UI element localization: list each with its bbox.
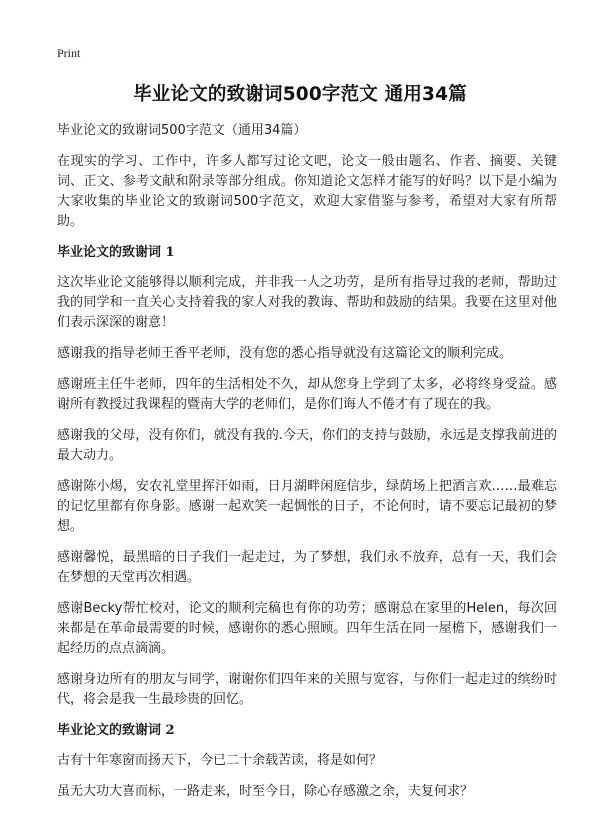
section-paragraph: 感谢陈小焬，安农礼堂里挥汗如雨，日月湖畔闲庭信步，绿荫场上把酒言欢……最难忘的记忆里都有你身影。感谢一起欢笑一起惆怅的日子，不论何时，请不要忘记最初的梦想。 [57,479,557,534]
section-heading: 毕业论文的致谢词 2 [57,723,175,738]
page-title: 毕业论文的致谢词500字范文 通用34篇 [133,84,467,105]
section-heading: 毕业论文的致谢词 1 [57,245,175,260]
section-paragraph: 感谢馨悦，最黑暗的日子我们一起走过，为了梦想，我们永不放弃，总有一天，我们会在梦想的天堂再次相遇。 [57,550,557,585]
document-subtitle: 毕业论文的致谢词500字范文（通用34篇） [57,123,307,138]
section-paragraph: 感谢身边所有的朋友与同学，谢谢你们四年来的关照与宽容，与你们一起走过的缤纷时代，将会是我一生最珍贵的回忆。 [57,672,557,707]
section-paragraph: 感谢我的父母，没有你们，就没有我的.今天，你们的支持与鼓励，永远是支撑我前进的最大动力。 [57,428,557,463]
section-paragraph: 古有十年寒窗而扬天下，今已二十余载苦读，将是如何？ [57,753,383,768]
section-paragraph: 感谢我的指导老师王香平老师，没有您的悉心指导就没有这篇论文的顺利完成。 [57,346,513,361]
intro-paragraph: 在现实的学习、工作中，许多人都写过论文吧，论文一般由题名、作者、摘要、关键词、正文、参考文献和附录等部分组成。你知道论文怎样才能写的好吗？以下是小编为大家收集的毕业论文的致谢词500字范文，欢迎大家借鉴与参考，希望对大家有所帮助。 [57,154,557,229]
document-body [57,121,557,813]
section-paragraph: 感谢班主任牛老师，四年的生活相处不久，却从您身上学到了太多，必将终身受益。感谢所有教授过我课程的暨南大学的老师们，是你们诲人不倦才有了现在的我。 [57,377,557,412]
section-paragraph: 感谢Becky帮忙校对，论文的顺利完稿也有你的功劳；感谢总在家里的Helen，每次回来都是在革命最需要的时候，感谢你的悉心照顾。四年生活在同一屋檐下，感谢我们一起经历的点点滴滴。 [57,601,557,656]
print-label: Print [57,46,81,60]
section-paragraph: 这次毕业论文能够得以顺利完成，并非我一人之功劳，是所有指导过我的老师，帮助过我的同学和一直关心支持着我的家人对我的教诲、帮助和鼓励的结果。我要在这里对他们表示深深的谢意！ [57,275,557,330]
section-paragraph: 虽无大功大喜而标，一路走来，时至今日，除心存感激之余，夫复何求？ [57,784,474,799]
